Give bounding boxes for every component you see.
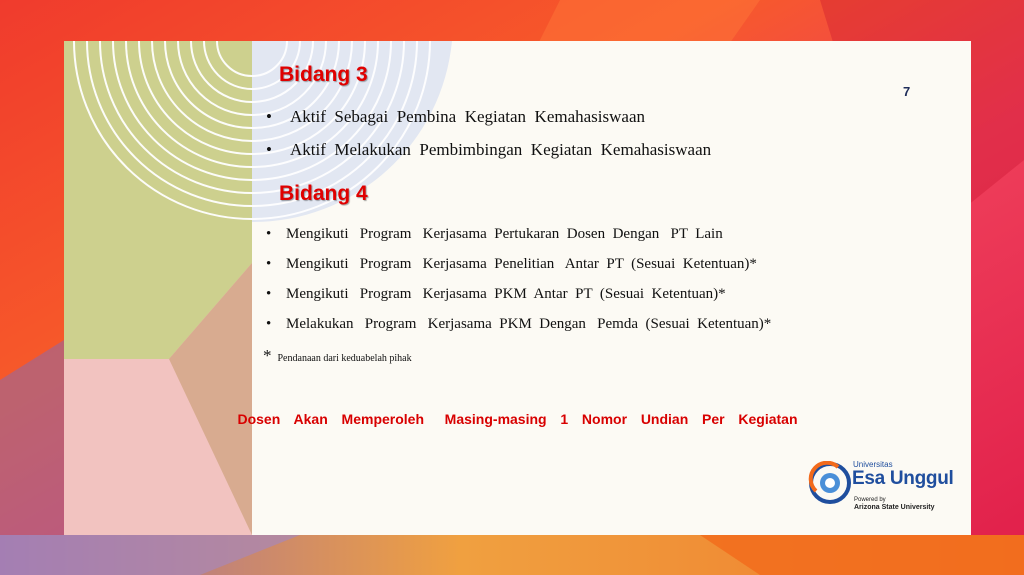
raffle-note: Dosen Akan Memperoleh Masing-masing 1 Nomor Undian Per Kegiatan [237,411,798,427]
bullet: • [266,286,272,302]
logo-powered-by: Powered by [854,497,886,503]
bidang-4-list [266,226,772,346]
slide-number: 7 [903,84,911,99]
list-item-text: Mengikuti Program Kerjasama PKM Antar PT (Sesuai Ketentuan)* [286,286,726,302]
bullet: • [266,107,272,126]
footnote [263,346,412,366]
list-item-text: Mengikuti Program Kerjasama Pertukaran Dosen Dengan PT Lain [286,226,723,242]
list-item [266,256,771,286]
footnote-marker: * [263,346,272,365]
bullet: • [266,316,272,332]
list-item-text: Mengikuti Program Kerjasama Penelitian Antar PT (Sesuai Ketentuan)* [286,256,757,272]
list-item [266,226,771,256]
bullet: • [266,140,272,159]
list-item [266,316,772,346]
section-title-bidang-3: Bidang 3 [279,63,368,86]
list-item-text: Aktif Sebagai Pembina Kegiatan Kemahasiswaan [290,107,646,126]
bullet: • [266,256,272,272]
footnote-text: Pendanaan dari keduabelah pihak [277,353,412,364]
logo-partner: Arizona State University [854,504,935,511]
section-title-bidang-4: Bidang 4 [279,182,368,205]
list-item-text: Melakukan Program Kerjasama PKM Dengan Pemda (Sesuai Ketentuan)* [286,316,772,332]
bidang-3-list [266,107,712,173]
esa-unggul-logo [808,459,958,519]
presentation-slide [64,41,971,535]
logo-small-text: Universitas [853,460,893,469]
logo-name: Esa Unggul [852,468,954,489]
list-item-text: Aktif Melakukan Pembimbingan Kegiatan Kemahasiswaan [290,140,712,159]
list-item [266,286,771,316]
list-item [266,107,711,140]
list-item [266,140,712,173]
bullet: • [266,226,272,242]
esa-unggul-swirl-icon [808,461,852,505]
